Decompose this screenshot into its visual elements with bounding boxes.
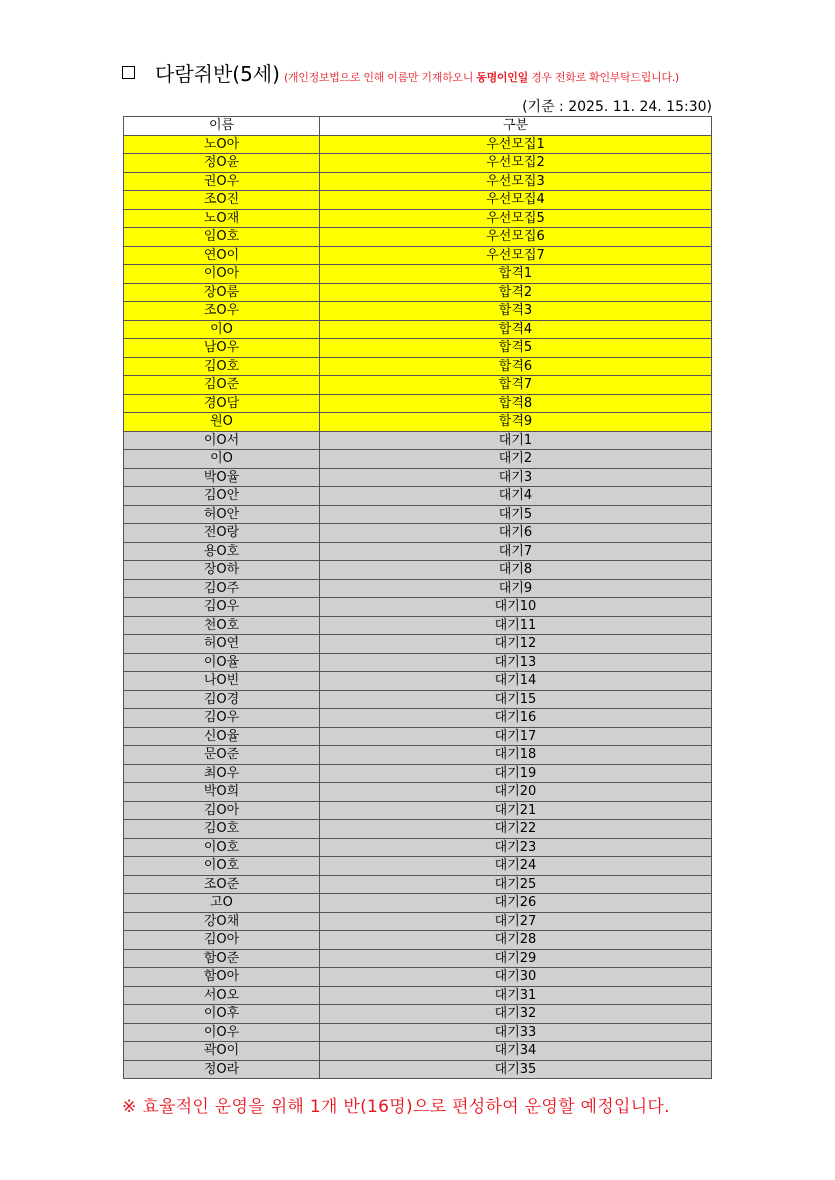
student-name-cell: 전O랑 xyxy=(124,524,320,543)
student-name-cell: 정O윤 xyxy=(124,154,320,173)
table-row xyxy=(124,450,712,469)
category-cell: 우선모집5 xyxy=(320,209,712,228)
category-cell: 우선모집6 xyxy=(320,228,712,247)
category-cell: 우선모집3 xyxy=(320,172,712,191)
student-name-cell: 조O진 xyxy=(124,191,320,210)
student-name-cell: 김O안 xyxy=(124,487,320,506)
category-cell: 대기18 xyxy=(320,746,712,765)
table-row xyxy=(124,394,712,413)
table-row xyxy=(124,246,712,265)
student-name-cell: 김O우 xyxy=(124,709,320,728)
column-header-category: 구분 xyxy=(320,117,712,136)
category-cell: 합격1 xyxy=(320,265,712,284)
table-row xyxy=(124,487,712,506)
student-name-cell: 임O호 xyxy=(124,228,320,247)
category-cell: 대기33 xyxy=(320,1023,712,1042)
category-cell: 대기10 xyxy=(320,598,712,617)
category-cell: 대기1 xyxy=(320,431,712,450)
student-name-cell: 원O xyxy=(124,413,320,432)
student-name-cell: 권O우 xyxy=(124,172,320,191)
category-cell: 대기12 xyxy=(320,635,712,654)
category-cell: 대기30 xyxy=(320,968,712,987)
student-name-cell: 함O아 xyxy=(124,968,320,987)
student-name-cell: 노O재 xyxy=(124,209,320,228)
table-header-row xyxy=(124,117,712,136)
category-cell: 대기25 xyxy=(320,875,712,894)
table-row xyxy=(124,857,712,876)
table-row xyxy=(124,320,712,339)
category-cell: 대기20 xyxy=(320,783,712,802)
table-row xyxy=(124,1042,712,1061)
table-row xyxy=(124,783,712,802)
category-cell: 대기27 xyxy=(320,912,712,931)
table-row xyxy=(124,801,712,820)
category-cell: 대기8 xyxy=(320,561,712,580)
table-row xyxy=(124,968,712,987)
footnote: ※ 효율적인 운영을 위해 1개 반(16명)으로 편성하여 운영할 예정입니다. xyxy=(122,1097,670,1117)
basis-timestamp: (기준 : 2025. 11. 24. 15:30) xyxy=(522,99,712,115)
student-name-cell: 허O연 xyxy=(124,635,320,654)
category-cell: 합격4 xyxy=(320,320,712,339)
student-name-cell: 이O아 xyxy=(124,265,320,284)
student-name-cell: 김O아 xyxy=(124,931,320,950)
table-row xyxy=(124,764,712,783)
category-cell: 대기9 xyxy=(320,579,712,598)
table-row xyxy=(124,191,712,210)
student-name-cell: 고O xyxy=(124,894,320,913)
column-header-name: 이름 xyxy=(124,117,320,136)
privacy-note-post: 경우 전화로 확인부탁드립니다.) xyxy=(527,71,679,84)
student-name-cell: 노O아 xyxy=(124,135,320,154)
student-name-cell: 나O빈 xyxy=(124,672,320,691)
table-row xyxy=(124,505,712,524)
student-name-cell: 이O후 xyxy=(124,1005,320,1024)
table-row xyxy=(124,820,712,839)
table-row xyxy=(124,1005,712,1024)
class-title: 다람쥐반(5세) xyxy=(155,62,280,86)
student-name-cell: 연O이 xyxy=(124,246,320,265)
category-cell: 대기17 xyxy=(320,727,712,746)
student-name-cell: 조O준 xyxy=(124,875,320,894)
privacy-note-emphasis: 동명이인일 xyxy=(476,71,528,84)
table-row xyxy=(124,413,712,432)
student-name-cell: 박O율 xyxy=(124,468,320,487)
table-row xyxy=(124,949,712,968)
category-cell: 대기3 xyxy=(320,468,712,487)
student-name-cell: 정O라 xyxy=(124,1060,320,1079)
table-row xyxy=(124,339,712,358)
category-cell: 우선모집7 xyxy=(320,246,712,265)
table-row xyxy=(124,561,712,580)
category-cell: 대기34 xyxy=(320,1042,712,1061)
category-cell: 대기21 xyxy=(320,801,712,820)
student-name-cell: 김O우 xyxy=(124,598,320,617)
category-cell: 대기26 xyxy=(320,894,712,913)
category-cell: 합격6 xyxy=(320,357,712,376)
table-row xyxy=(124,302,712,321)
category-cell: 대기2 xyxy=(320,450,712,469)
category-cell: 우선모집4 xyxy=(320,191,712,210)
table-row xyxy=(124,283,712,302)
table-row xyxy=(124,357,712,376)
student-name-cell: 박O희 xyxy=(124,783,320,802)
student-name-cell: 김O호 xyxy=(124,357,320,376)
student-name-cell: 남O우 xyxy=(124,339,320,358)
student-name-cell: 이O호 xyxy=(124,838,320,857)
table-row xyxy=(124,709,712,728)
student-name-cell: 김O아 xyxy=(124,801,320,820)
privacy-note-pre: (개인정보법으로 인해 이름만 기재하오니 xyxy=(283,71,477,84)
category-cell: 대기11 xyxy=(320,616,712,635)
category-cell: 대기15 xyxy=(320,690,712,709)
category-cell: 대기24 xyxy=(320,857,712,876)
table-row xyxy=(124,875,712,894)
table-row xyxy=(124,894,712,913)
student-name-cell: 장O하 xyxy=(124,561,320,580)
table-row xyxy=(124,1023,712,1042)
table-row xyxy=(124,635,712,654)
table-body xyxy=(124,135,712,1079)
category-cell: 대기35 xyxy=(320,1060,712,1079)
table-row xyxy=(124,986,712,1005)
student-name-cell: 최O우 xyxy=(124,764,320,783)
table-row xyxy=(124,727,712,746)
category-cell: 대기6 xyxy=(320,524,712,543)
table-row xyxy=(124,209,712,228)
category-cell: 대기4 xyxy=(320,487,712,506)
student-name-cell: 이O율 xyxy=(124,653,320,672)
category-cell: 대기19 xyxy=(320,764,712,783)
table-row xyxy=(124,468,712,487)
student-name-cell: 용O호 xyxy=(124,542,320,561)
table-row xyxy=(124,912,712,931)
student-name-cell: 이O서 xyxy=(124,431,320,450)
category-cell: 대기31 xyxy=(320,986,712,1005)
category-cell: 우선모집1 xyxy=(320,135,712,154)
student-name-cell: 이O호 xyxy=(124,857,320,876)
enrollment-table xyxy=(123,116,712,1079)
student-name-cell: 신O율 xyxy=(124,727,320,746)
table-row xyxy=(124,653,712,672)
student-name-cell: 함O준 xyxy=(124,949,320,968)
table-row xyxy=(124,579,712,598)
student-name-cell: 문O준 xyxy=(124,746,320,765)
student-name-cell: 이O xyxy=(124,320,320,339)
table-row xyxy=(124,431,712,450)
category-cell: 합격3 xyxy=(320,302,712,321)
category-cell: 합격7 xyxy=(320,376,712,395)
student-name-cell: 김O호 xyxy=(124,820,320,839)
category-cell: 대기29 xyxy=(320,949,712,968)
student-name-cell: 김O주 xyxy=(124,579,320,598)
checkbox-square-icon xyxy=(122,66,135,79)
table-row xyxy=(124,376,712,395)
category-cell: 합격9 xyxy=(320,413,712,432)
table-row xyxy=(124,228,712,247)
student-name-cell: 서O오 xyxy=(124,986,320,1005)
student-name-cell: 김O준 xyxy=(124,376,320,395)
table-row xyxy=(124,265,712,284)
student-name-cell: 경O담 xyxy=(124,394,320,413)
table-row xyxy=(124,931,712,950)
category-cell: 대기16 xyxy=(320,709,712,728)
category-cell: 대기14 xyxy=(320,672,712,691)
category-cell: 대기32 xyxy=(320,1005,712,1024)
table-row xyxy=(124,542,712,561)
document-title-row xyxy=(122,58,722,88)
table-row xyxy=(124,690,712,709)
table-row xyxy=(124,598,712,617)
category-cell: 대기22 xyxy=(320,820,712,839)
student-name-cell: 이O우 xyxy=(124,1023,320,1042)
student-name-cell: 조O우 xyxy=(124,302,320,321)
privacy-note xyxy=(284,69,679,85)
category-cell: 대기7 xyxy=(320,542,712,561)
student-name-cell: 강O채 xyxy=(124,912,320,931)
table-row xyxy=(124,838,712,857)
category-cell: 합격5 xyxy=(320,339,712,358)
student-name-cell: 장O룸 xyxy=(124,283,320,302)
table-row xyxy=(124,154,712,173)
table-row xyxy=(124,672,712,691)
table-row xyxy=(124,1060,712,1079)
table-row xyxy=(124,524,712,543)
category-cell: 대기13 xyxy=(320,653,712,672)
table-row xyxy=(124,616,712,635)
category-cell: 대기23 xyxy=(320,838,712,857)
category-cell: 합격8 xyxy=(320,394,712,413)
category-cell: 우선모집2 xyxy=(320,154,712,173)
table-row xyxy=(124,172,712,191)
student-name-cell: 천O호 xyxy=(124,616,320,635)
student-name-cell: 곽O이 xyxy=(124,1042,320,1061)
table-row xyxy=(124,135,712,154)
category-cell: 대기5 xyxy=(320,505,712,524)
category-cell: 대기28 xyxy=(320,931,712,950)
table-row xyxy=(124,746,712,765)
student-name-cell: 김O경 xyxy=(124,690,320,709)
category-cell: 합격2 xyxy=(320,283,712,302)
student-name-cell: 허O안 xyxy=(124,505,320,524)
student-name-cell: 이O xyxy=(124,450,320,469)
